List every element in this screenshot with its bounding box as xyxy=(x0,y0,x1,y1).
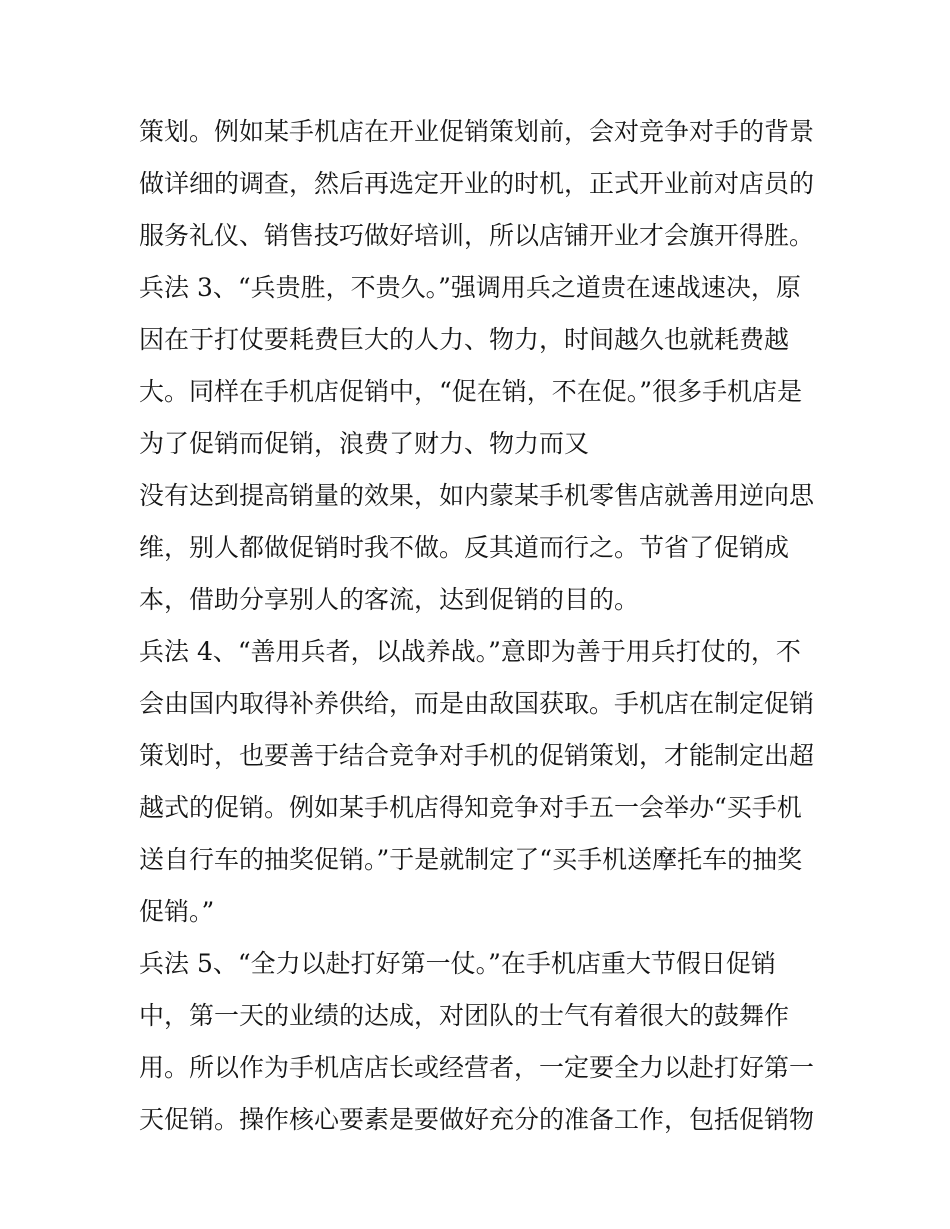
text-line: 本，借助分享别人的客流，达到促销的目的。 xyxy=(139,585,640,614)
text-line: 中，第一天的业绩的达成，对团队的士气有着很大的鼓舞作 xyxy=(139,1001,790,1030)
text-line: 送自行车的抽奖促销。”于是就制定了“买手机送摩托车的抽奖 xyxy=(139,845,803,874)
text-line: 策划时，也要善于结合竞争对手机的促销策划，才能制定出超 xyxy=(139,741,815,770)
text-line: 做详细的调查，然后再选定开业的时机，正式开业前对店员的 xyxy=(139,169,815,198)
text-line: 为了促销而促销，浪费了财力、物力而又 xyxy=(139,429,590,458)
body-text xyxy=(139,106,829,1146)
text-line: 策划。例如某手机店在开业促销策划前，会对竞争对手的背景 xyxy=(139,117,815,146)
text-line: 会由国内取得补养供给，而是由敌国获取。手机店在制定促销 xyxy=(139,689,815,718)
text-line: 促销。” xyxy=(139,897,215,926)
text-line: 大。同样在手机店促销中，“促在销，不在促。”很多手机店是 xyxy=(139,377,803,406)
text-line: 兵法 3、“兵贵胜，不贵久。”强调用兵之道贵在速战速决，原 xyxy=(139,273,801,302)
text-line: 兵法 5、“全力以赴打好第一仗。”在手机店重大节假日促销 xyxy=(139,949,776,978)
text-line: 没有达到提高销量的效果，如内蒙某手机零售店就善用逆向思 xyxy=(139,481,815,510)
text-line: 用。所以作为手机店店长或经营者，一定要全力以赴打好第一 xyxy=(139,1053,815,1082)
text-line: 服务礼仪、销售技巧做好培训，所以店铺开业才会旗开得胜。 xyxy=(139,221,815,250)
text-line: 兵法 4、“善用兵者，以战养战。”意即为善于用兵打仗的，不 xyxy=(139,637,801,666)
text-line: 天促销。操作核心要素是要做好充分的准备工作，包括促销物 xyxy=(139,1105,815,1134)
text-line: 因在于打仗要耗费巨大的人力、物力，时间越久也就耗费越 xyxy=(139,325,790,354)
text-line: 越式的促销。例如某手机店得知竞争对手五一会举办“买手机 xyxy=(139,793,802,822)
text-line: 维，别人都做促销时我不做。反其道而行之。节省了促销成 xyxy=(139,533,790,562)
